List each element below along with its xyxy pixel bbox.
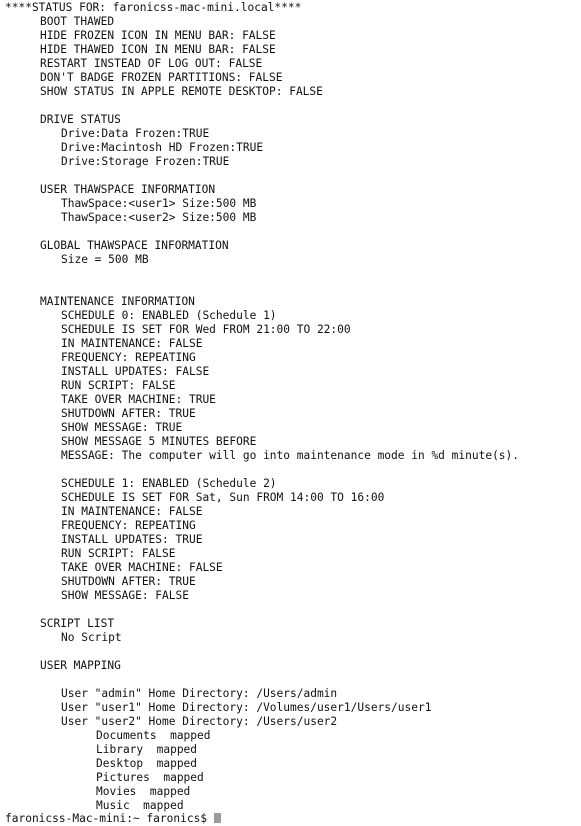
schedule-0-line: FREQUENCY: REPEATING (61, 351, 196, 364)
badge-partitions-setting: DON'T BADGE FROZEN PARTITIONS: FALSE (40, 71, 283, 84)
mapped-folder: Pictures mapped (96, 771, 204, 784)
schedule-0-line: SCHEDULE 0: ENABLED (Schedule 1) (61, 309, 277, 322)
maintenance-title: MAINTENANCE INFORMATION (40, 295, 195, 308)
schedule-0-line: INSTALL UPDATES: FALSE (61, 365, 210, 378)
mapped-folder: Documents mapped (96, 729, 211, 742)
schedule-1-line: INSTALL UPDATES: TRUE (61, 533, 203, 546)
schedule-0-line: SCHEDULE IS SET FOR Wed FROM 21:00 TO 22:00 (61, 323, 351, 336)
user-mapping-entry: User "admin" Home Directory: /Users/admin (61, 687, 338, 700)
schedule-1-line: FREQUENCY: REPEATING (61, 519, 196, 532)
mapped-folder: Music mapped (96, 799, 184, 812)
schedule-0-line: SHOW MESSAGE: TRUE (61, 421, 183, 434)
drive-status-title: DRIVE STATUS (40, 113, 121, 126)
drive-status-item: Drive:Storage Frozen:TRUE (61, 155, 230, 168)
schedule-0-line: RUN SCRIPT: FALSE (61, 379, 176, 392)
schedule-1-line: SHOW MESSAGE: FALSE (61, 589, 189, 602)
remote-desktop-status-setting: SHOW STATUS IN APPLE REMOTE DESKTOP: FALSE (40, 85, 323, 98)
user-mapping-title: USER MAPPING (40, 659, 121, 672)
schedule-0-line: SHOW MESSAGE 5 MINUTES BEFORE (61, 435, 257, 448)
script-list-title: SCRIPT LIST (40, 617, 115, 630)
schedule-1-line: SHUTDOWN AFTER: TRUE (61, 575, 196, 588)
user-mapping-entry: User "user1" Home Directory: /Volumes/user1/Users/user1 (61, 701, 432, 714)
hide-frozen-icon-setting: HIDE FROZEN ICON IN MENU BAR: FALSE (40, 29, 276, 42)
hide-thawed-icon-setting: HIDE THAWED ICON IN MENU BAR: FALSE (40, 43, 276, 56)
schedule-0-line: TAKE OVER MACHINE: TRUE (61, 393, 216, 406)
schedule-1-line: IN MAINTENANCE: FALSE (61, 505, 203, 518)
global-thawspace-size: Size = 500 MB (61, 253, 149, 266)
thawspace-item: ThawSpace:<user1> Size:500 MB (61, 197, 257, 210)
schedule-1-line: SCHEDULE IS SET FOR Sat, Sun FROM 14:00 TO 16:00 (61, 491, 385, 504)
schedule-1-line: SCHEDULE 1: ENABLED (Schedule 2) (61, 477, 277, 490)
thawspace-item: ThawSpace:<user2> Size:500 MB (61, 211, 257, 224)
drive-status-item: Drive:Data Frozen:TRUE (61, 127, 210, 140)
schedule-0-line: IN MAINTENANCE: FALSE (61, 337, 203, 350)
status-header: ****STATUS FOR: faronicss-mac-mini.local**** (5, 1, 302, 14)
script-list-item: No Script (61, 631, 122, 644)
schedule-0-line: SHUTDOWN AFTER: TRUE (61, 407, 196, 420)
prompt-text: faronicss-Mac-mini:~ faronics$ (5, 812, 214, 825)
boot-state: BOOT THAWED (40, 15, 115, 28)
thawspace-title: USER THAWSPACE INFORMATION (40, 183, 216, 196)
shell-prompt[interactable] (5, 812, 221, 826)
drive-status-item: Drive:Macintosh HD Frozen:TRUE (61, 141, 264, 154)
text-cursor (214, 813, 221, 823)
restart-instead-setting: RESTART INSTEAD OF LOG OUT: FALSE (40, 57, 263, 70)
mapped-folder: Library mapped (96, 743, 198, 756)
schedule-1-line: TAKE OVER MACHINE: FALSE (61, 561, 223, 574)
schedule-1-line: RUN SCRIPT: FALSE (61, 547, 176, 560)
user-mapping-entry: User "user2" Home Directory: /Users/user2 (61, 715, 338, 728)
global-thawspace-title: GLOBAL THAWSPACE INFORMATION (40, 239, 229, 252)
mapped-folder: Desktop mapped (96, 757, 198, 770)
mapped-folder: Movies mapped (96, 785, 191, 798)
schedule-0-message: MESSAGE: The computer will go into maintenance mode in %d minute(s). (61, 449, 520, 462)
